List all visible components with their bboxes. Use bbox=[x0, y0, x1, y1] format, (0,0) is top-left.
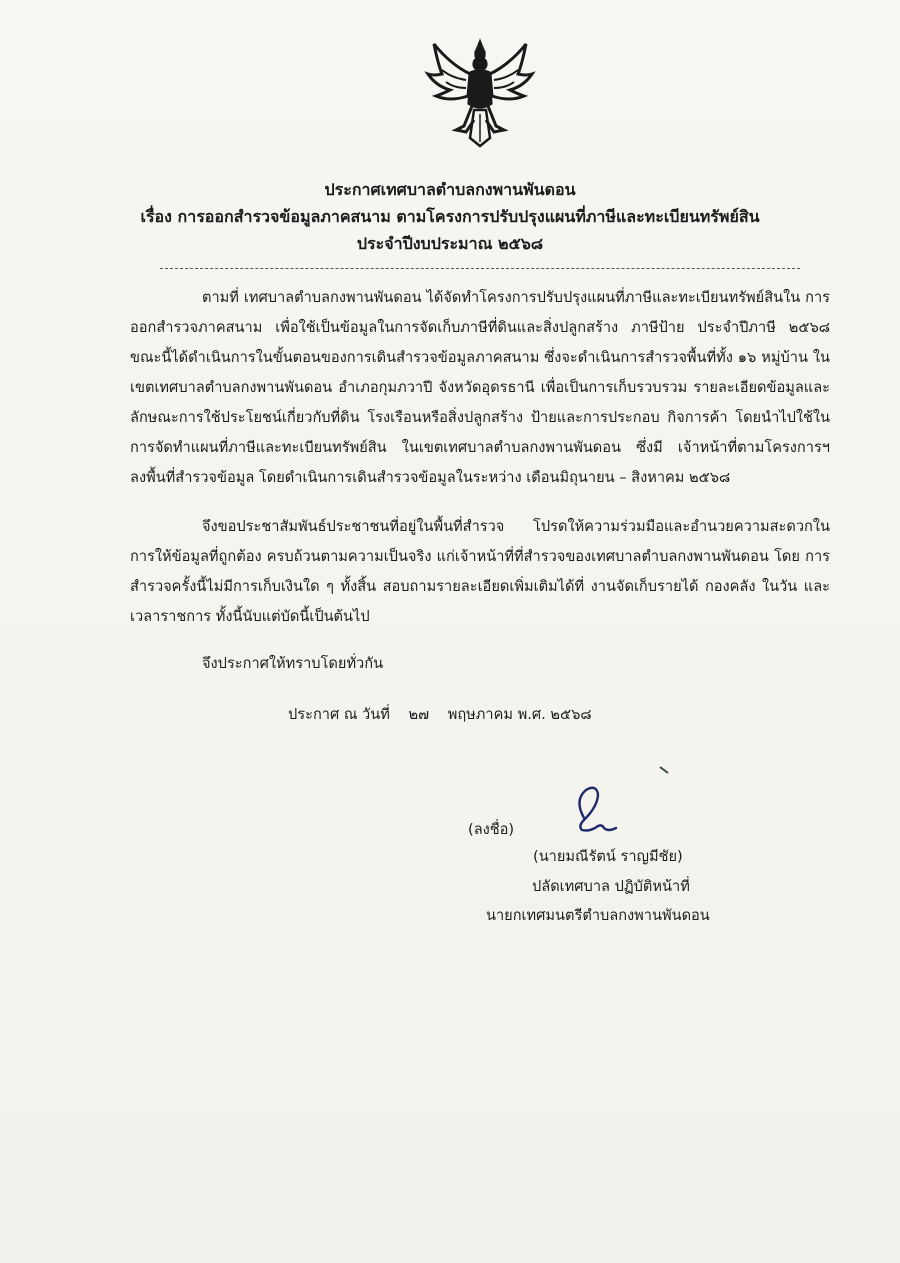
date-label: ประกาศ ณ วันที่ bbox=[288, 706, 390, 723]
announcement-title: ประกาศเทศบาลตำบลกงพานพันดอน bbox=[324, 180, 576, 199]
signatory-name: (นายมณีรัตน์ ราญมีชัย) bbox=[533, 848, 683, 865]
header-divider bbox=[160, 268, 800, 269]
body-paragraph-1: ตามที่ เทศบาลตำบลกงพานพันดอน ได้จัดทำโครงการปรับปรุงแผนที่ภาษีและทะเบียนทรัพย์สินใน การออกสำรวจภาคสนาม เพื่อใช้เป็นข้อมูลในการจัดเก็บภาษีที่ดินและสิ่งปลูกสร้าง ภาษีป้าย ประจำปีภาษี ๒๕๖๘ ขณะนี้ได้ดำเนินการในขั้นตอนของการเดินสำรวจข้อมูลภาคสนาม ซึ่งจะดำเนินการสำรวจพื้นที่ทั้ง ๑๖ หมู่บ้าน ในเขตเทศบาลตำบลกงพานพันดอน อำเภอกุมภวาปี จังหวัดอุดรธานี เพื่อเป็นการเก็บรวบรวม รายละเอียดข้อมูลและลักษณะการใช้ประโยชน์เกี่ยวกับที่ดิน โรงเรือนหรือสิ่งปลูกสร้าง ป้ายและการประกอบ กิจการค้า โดยนำไปใช้ในการจัดทำแผนที่ภาษีและทะเบียนทรัพย์สิน ในเขตเทศบาลตำบลกงพานพันดอน ซึ่งมี เจ้าหน้าที่ตามโครงการฯ ลงพื้นที่สำรวจข้อมูล โดยดำเนินการเดินสำรวจข้อมูลในระหว่าง เดือนมิถุนายน – สิงหาคม ๒๕๖๘ bbox=[130, 289, 830, 486]
announcement-date bbox=[288, 700, 606, 730]
pen-mark-icon bbox=[659, 766, 669, 774]
body-paragraph-2: จึงขอประชาสัมพันธ์ประชาชนที่อยู่ในพื้นที่สำรวจ โปรดให้ความร่วมมือและอำนวยความสะดวกใน การให้ข้อมูลที่ถูกต้อง ครบถ้วนตามความเป็นจริง แก่เจ้าหน้าที่ที่สำรวจของเทศบาลตำบลกงพานพันดอน โดย การสำรวจครั้งนี้ไม่มีการเก็บเงินใด ๆ ทั้งสิ้น สอบถามรายละเอียดเพิ่มเติมได้ที่ งานจัดเก็บรายได้ กองคลัง ในวัน และเวลาราชการ ทั้งนี้นับแต่บัดนี้เป็นต้นไป bbox=[130, 518, 830, 625]
date-month-year: พฤษภาคม พ.ศ. ๒๕๖๘ bbox=[447, 706, 592, 723]
announcement-fiscal-year: ประจำปีงบประมาณ ๒๕๖๘ bbox=[356, 234, 544, 253]
signature-label: (ลงชื่อ) bbox=[468, 821, 515, 838]
date-day: ๒๗ bbox=[408, 706, 430, 723]
announcement-subject: เรื่อง การออกสำรวจข้อมูลภาคสนาม ตามโครงการปรับปรุงแผนที่ภาษีและทะเบียนทรัพย์สิน bbox=[140, 207, 760, 226]
signatory-acting-position: นายกเทศมนตรีตำบลกงพานพันดอน bbox=[486, 907, 710, 924]
garuda-emblem-icon bbox=[420, 34, 540, 154]
announce-statement: จึงประกาศให้ทราบโดยทั่วกัน bbox=[202, 655, 384, 672]
signatory-position: ปลัดเทศบาล ปฏิบัติหน้าที่ bbox=[532, 878, 690, 895]
handwritten-signature bbox=[564, 780, 620, 840]
